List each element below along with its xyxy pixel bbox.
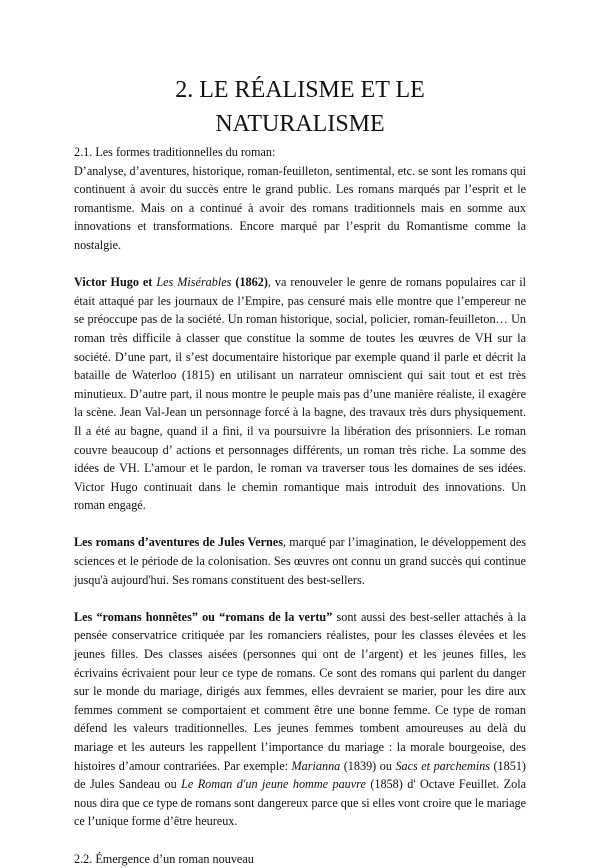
paragraph-traditional-forms: D’analyse, d’aventures, historique, roman-feuilleton, sentimental, etc. se sont les romans qui continuent à avoir du succès entre le grand public. Les romans marqués par l’esprit et le romantisme. Mais on a continué à avoir des romans traditionnels mais en somme aux innovations et transformations. Encore marqué par l’esprit du Romantisme comme la nostalgie. [74, 163, 526, 252]
paragraph-jules-verne [74, 533, 526, 589]
section-2-1-heading: 2.1. Les formes traditionnelles du roman: [74, 145, 276, 159]
paragraph-romans-honnetes [74, 608, 526, 831]
hugo-text: , va renouveler le genre de romans populaires car il était attaqué par les journaux de l’Empire, pas censuré mais elle montre que l’empereur ne se préoccupe pas de la société. Un roman historique, social, policier, roman-feuilleton… Un roman très difficile à classer que constitue la somme de toutes les œuvres de VH sur la société. D’une part, il s’est documentaire historique par exemple quand il parle et décrit la bataille de Waterloo (1815) en utilisant un narrateur omniscient qui sait tout et est très minutieux. D’autre part, il nous montre le peuple mais pas d’une manière réaliste, il exagère la scène. Jean Val-Jean un personnage forcé à la bagne, des travaux très durs physiquement. Il a été au bagne, quand il a fini, il va poursuivre la libération des prisonniers. Le roman couvre beaucoup d’ actions et personnages différents, un roman très riche. La somme des idées de VH. L’amour et le pardon, le roman va traverser tous les domaines de ses idées. Victor Hugo continuait dans le chemin romantique mais introduit des innovations. Un roman engagé. [74, 275, 527, 513]
page-title [0, 73, 600, 141]
honnetes-text-4: (1858) d' Octave Feuillet. Zola nous dira que ce type de romans sont dangereux parce que si elles vont croire que le mariage ce l’unique forme d’être heureux. [74, 777, 526, 829]
work-sacs-et-parchemins: Sacs et parchemins [395, 758, 490, 773]
verne-text: , marqué par l’imagination, le développement des sciences et le période de la colonisation. Ses œuvres ont connu un grand succès qui continue jusqu'à aujourd'hui. Ses romans constituent des best-sellers. [74, 535, 527, 587]
body-text [74, 143, 526, 868]
honnetes-text-2: (1839) ou [340, 758, 396, 773]
hugo-year: (1862) [235, 275, 268, 290]
honnetes-heading: Les “romans honnêtes” ou “romans de la vertu” [74, 609, 333, 624]
work-marianna: Marianna [291, 758, 341, 773]
paragraph-victor-hugo [74, 273, 526, 515]
hugo-author: Victor Hugo et [74, 275, 153, 290]
hugo-work-title: Les Misérables [156, 275, 232, 290]
honnetes-text-1: sont aussi des best-seller attachés à la pensée conservatrice critiquée par les romanciers réalistes, pour les classes élevées et les jeunes filles. Des classes aisées (personnes qui ont de l’argent) et les jeunes filles, les écrivains écrivaient pour leur ce type de romans. Ce sont des romans qui parlent du danger sur le monde du mariage, dirigés aux femmes, elles devraient se marier, pour les dire aux femmes comment se comportaient et comment être une bonne femme. Ce type de roman défend les valeurs traditionnelles. Les jeunes femmes tombent amoureuses au delà du mariage et les auteurs les rappellent l’importance du mariage : la morale bourgeoise, des histoires d’amour contrariées. Par exemple: [74, 609, 526, 773]
work-roman-jeune-homme-pauvre: Le Roman d'un jeune homme pauvre [181, 777, 366, 792]
title-line-1: 2. LE RÉALISME ET LE [175, 77, 425, 103]
honnetes-text-3: (1851) de Jules Sandeau ou [74, 758, 526, 792]
title-line-2: NATURALISME [215, 111, 385, 137]
section-2-2-heading: 2.2. Émergence d’un roman nouveau [74, 851, 254, 866]
verne-heading: Les romans d’aventures de Jules Vernes [74, 535, 283, 550]
